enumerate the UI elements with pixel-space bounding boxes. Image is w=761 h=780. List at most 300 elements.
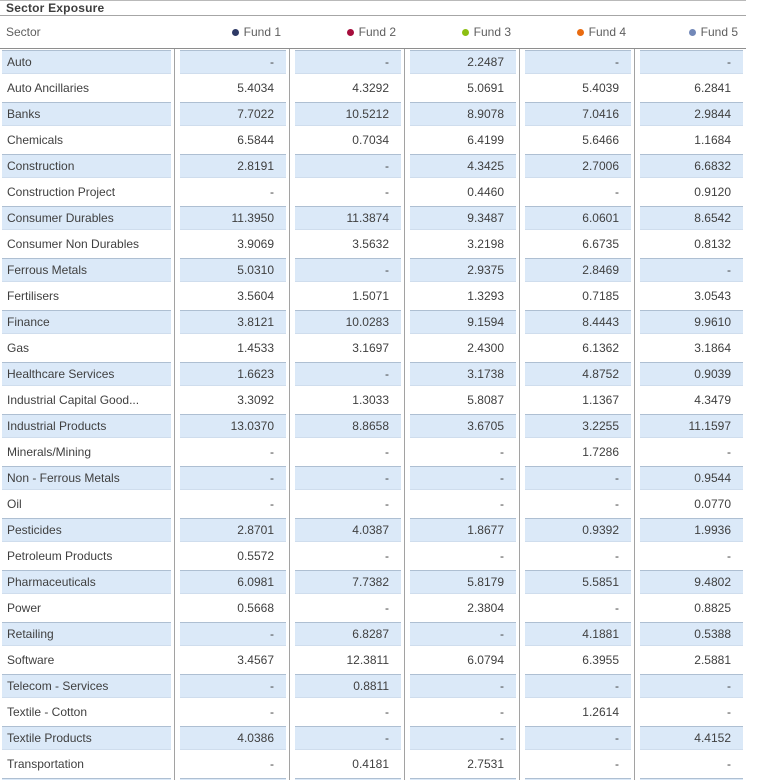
exposure-value: 13.0370	[180, 414, 286, 438]
value-cell	[174, 491, 289, 517]
value-cell	[404, 231, 519, 257]
fund-dot-icon	[347, 29, 354, 36]
value-cell	[174, 49, 289, 75]
value-cell	[519, 647, 634, 673]
value-cell	[289, 179, 404, 205]
exposure-value: 0.7034	[352, 133, 389, 147]
value-cell	[174, 75, 289, 101]
exposure-value: 5.0691	[467, 81, 504, 95]
sector-name: Industrial Products	[2, 414, 171, 438]
value-cell	[404, 101, 519, 127]
value-cell	[519, 309, 634, 335]
sector-cell	[0, 699, 174, 725]
exposure-value: 5.0310	[180, 258, 286, 282]
value-cell	[289, 621, 404, 647]
exposure-value: 4.3425	[410, 154, 516, 178]
value-cell	[404, 309, 519, 335]
fund-legend-item[interactable]	[404, 25, 519, 39]
exposure-value: 6.3955	[582, 653, 619, 667]
table-row	[0, 153, 746, 179]
exposure-value: 6.1362	[582, 341, 619, 355]
sector-name: Retailing	[2, 622, 171, 646]
exposure-value: 3.6705	[410, 414, 516, 438]
value-cell	[634, 205, 746, 231]
exposure-value: 1.3033	[352, 393, 389, 407]
value-cell	[289, 361, 404, 387]
value-cell	[404, 283, 519, 309]
exposure-value: -	[615, 497, 619, 511]
exposure-value: 2.8701	[180, 518, 286, 542]
value-cell	[634, 257, 746, 283]
value-cell	[289, 231, 404, 257]
table-row	[0, 569, 746, 595]
value-cell	[634, 413, 746, 439]
fund-label: Fund 5	[700, 25, 738, 39]
exposure-value: 3.3092	[237, 393, 274, 407]
exposure-value: 3.2255	[525, 414, 631, 438]
value-cell	[519, 491, 634, 517]
value-cell	[519, 335, 634, 361]
value-cell	[174, 465, 289, 491]
value-cell	[404, 543, 519, 569]
value-cell	[289, 205, 404, 231]
sector-name: Construction Project	[7, 185, 116, 199]
exposure-value: 6.5844	[237, 133, 274, 147]
sector-name: Finance	[2, 310, 171, 334]
value-cell	[174, 387, 289, 413]
value-cell	[174, 543, 289, 569]
exposure-value: -	[295, 258, 401, 282]
value-cell	[634, 543, 746, 569]
value-cell	[404, 179, 519, 205]
value-cell	[519, 569, 634, 595]
exposure-value: -	[180, 622, 286, 646]
sector-name: Telecom - Services	[2, 674, 171, 698]
exposure-value: -	[270, 705, 274, 719]
fund-legend-item[interactable]	[174, 25, 289, 39]
value-cell	[404, 699, 519, 725]
sector-name: Fertilisers	[7, 289, 60, 303]
table-row	[0, 361, 746, 387]
value-cell	[519, 153, 634, 179]
value-cell	[289, 49, 404, 75]
exposure-value: 5.8179	[410, 570, 516, 594]
value-cell	[519, 725, 634, 751]
sector-cell	[0, 595, 174, 621]
value-cell	[519, 283, 634, 309]
value-cell	[289, 387, 404, 413]
sector-cell	[0, 153, 174, 179]
exposure-value: 5.6466	[582, 133, 619, 147]
value-cell	[634, 153, 746, 179]
exposure-value: -	[270, 497, 274, 511]
exposure-value: 1.9936	[640, 518, 743, 542]
sector-cell	[0, 439, 174, 465]
value-cell	[519, 49, 634, 75]
value-cell	[634, 621, 746, 647]
value-cell	[174, 699, 289, 725]
exposure-value: -	[385, 705, 389, 719]
value-cell	[634, 387, 746, 413]
table-row	[0, 543, 746, 569]
exposure-value: 2.4300	[467, 341, 504, 355]
value-cell	[404, 257, 519, 283]
exposure-value: -	[295, 362, 401, 386]
exposure-value: 0.7185	[582, 289, 619, 303]
value-cell	[174, 413, 289, 439]
value-cell	[289, 491, 404, 517]
value-cell	[289, 439, 404, 465]
value-cell	[634, 231, 746, 257]
value-cell	[519, 231, 634, 257]
exposure-value: 11.1597	[640, 414, 743, 438]
exposure-value: 0.4181	[352, 757, 389, 771]
sector-name: Auto Ancillaries	[7, 81, 90, 95]
fund-dot-icon	[462, 29, 469, 36]
exposure-value: 6.6832	[640, 154, 743, 178]
exposure-value: -	[727, 445, 731, 459]
exposure-value: -	[615, 549, 619, 563]
table-row	[0, 283, 746, 309]
value-cell	[289, 673, 404, 699]
exposure-value: -	[640, 50, 743, 74]
exposure-value: -	[615, 601, 619, 615]
exposure-value: -	[295, 154, 401, 178]
sector-cell	[0, 387, 174, 413]
exposure-value: -	[295, 466, 401, 490]
exposure-value: -	[525, 50, 631, 74]
sector-cell	[0, 569, 174, 595]
value-cell	[404, 361, 519, 387]
exposure-value: -	[410, 622, 516, 646]
value-cell	[174, 647, 289, 673]
table-body	[0, 49, 746, 780]
value-cell	[519, 75, 634, 101]
value-cell	[289, 75, 404, 101]
sector-cell	[0, 49, 174, 75]
value-cell	[404, 569, 519, 595]
sector-name: Non - Ferrous Metals	[2, 466, 171, 490]
value-cell	[174, 595, 289, 621]
exposure-value: -	[525, 726, 631, 750]
exposure-value: 12.3811	[346, 653, 389, 667]
exposure-value: -	[385, 601, 389, 615]
exposure-value: 5.8087	[467, 393, 504, 407]
value-cell	[404, 725, 519, 751]
exposure-value: -	[270, 757, 274, 771]
table-row	[0, 595, 746, 621]
exposure-value: 6.8287	[295, 622, 401, 646]
exposure-value: -	[727, 705, 731, 719]
value-cell	[404, 49, 519, 75]
exposure-value: -	[500, 705, 504, 719]
sector-name: Oil	[7, 497, 22, 511]
sector-name: Banks	[2, 102, 171, 126]
value-cell	[519, 517, 634, 543]
sector-cell	[0, 465, 174, 491]
value-cell	[289, 335, 404, 361]
sector-cell	[0, 335, 174, 361]
sector-cell	[0, 621, 174, 647]
exposure-value: 0.9392	[525, 518, 631, 542]
exposure-value: 6.2841	[694, 81, 731, 95]
value-cell	[289, 309, 404, 335]
value-cell	[404, 439, 519, 465]
value-cell	[289, 725, 404, 751]
exposure-value: 11.3950	[180, 206, 286, 230]
value-cell	[519, 179, 634, 205]
table-row	[0, 647, 746, 673]
value-cell	[289, 751, 404, 777]
value-cell	[174, 153, 289, 179]
sector-name: Healthcare Services	[2, 362, 171, 386]
value-cell	[634, 699, 746, 725]
exposure-value: -	[385, 185, 389, 199]
value-cell	[634, 673, 746, 699]
exposure-value: 3.2198	[467, 237, 504, 251]
value-cell	[404, 465, 519, 491]
value-cell	[174, 517, 289, 543]
table-row	[0, 179, 746, 205]
value-cell	[404, 621, 519, 647]
exposure-value: 3.1738	[410, 362, 516, 386]
value-cell	[174, 205, 289, 231]
value-cell	[404, 127, 519, 153]
value-cell	[174, 101, 289, 127]
sector-cell	[0, 309, 174, 335]
sector-name: Textile - Cotton	[7, 705, 88, 719]
value-cell	[519, 751, 634, 777]
exposure-value: -	[180, 674, 286, 698]
fund-dot-icon	[689, 29, 696, 36]
value-cell	[634, 465, 746, 491]
sector-name: Petroleum Products	[7, 549, 113, 563]
value-cell	[174, 621, 289, 647]
fund-label: Fund 2	[358, 25, 396, 39]
table-row	[0, 699, 746, 725]
exposure-value: -	[385, 445, 389, 459]
exposure-value: -	[180, 466, 286, 490]
sector-cell	[0, 673, 174, 699]
fund-label: Fund 4	[588, 25, 626, 39]
value-cell	[634, 647, 746, 673]
exposure-value: 5.4034	[237, 81, 274, 95]
fund-dot-icon	[232, 29, 239, 36]
value-cell	[174, 179, 289, 205]
exposure-value: 11.3874	[295, 206, 401, 230]
value-cell	[289, 465, 404, 491]
exposure-value: -	[500, 497, 504, 511]
fund-legend-item[interactable]	[519, 25, 634, 39]
exposure-value: 2.7006	[525, 154, 631, 178]
value-cell	[519, 387, 634, 413]
exposure-value: 10.0283	[295, 310, 401, 334]
table-row	[0, 465, 746, 491]
value-cell	[404, 335, 519, 361]
exposure-value: 2.9375	[410, 258, 516, 282]
value-cell	[404, 413, 519, 439]
sector-name: Power	[7, 601, 42, 615]
exposure-value: -	[385, 549, 389, 563]
exposure-value: 1.1684	[694, 133, 731, 147]
sector-name: Ferrous Metals	[2, 258, 171, 282]
value-cell	[174, 439, 289, 465]
table-row	[0, 205, 746, 231]
exposure-value: 0.0770	[694, 497, 731, 511]
sector-cell	[0, 127, 174, 153]
page-title: Sector Exposure	[6, 1, 105, 15]
value-cell	[289, 647, 404, 673]
value-cell	[289, 101, 404, 127]
exposure-value: -	[295, 50, 401, 74]
exposure-value: 0.8825	[694, 601, 731, 615]
sector-name: Auto	[2, 50, 171, 74]
table-row	[0, 335, 746, 361]
sector-cell	[0, 205, 174, 231]
exposure-value: -	[500, 445, 504, 459]
exposure-value: 3.4567	[237, 653, 274, 667]
exposure-value: -	[295, 726, 401, 750]
table-row	[0, 387, 746, 413]
exposure-value: 1.4533	[237, 341, 274, 355]
exposure-value: 7.0416	[525, 102, 631, 126]
value-cell	[404, 153, 519, 179]
exposure-value: -	[270, 185, 274, 199]
sector-name: Minerals/Mining	[7, 445, 92, 459]
exposure-value: 0.9544	[640, 466, 743, 490]
exposure-value: -	[525, 674, 631, 698]
value-cell	[519, 413, 634, 439]
exposure-value: 4.0387	[295, 518, 401, 542]
value-cell	[634, 439, 746, 465]
exposure-value: 6.4199	[467, 133, 504, 147]
value-cell	[174, 361, 289, 387]
value-cell	[289, 127, 404, 153]
value-cell	[519, 205, 634, 231]
exposure-value: -	[525, 466, 631, 490]
table-row	[0, 439, 746, 465]
exposure-value: -	[615, 757, 619, 771]
exposure-value: 9.1594	[410, 310, 516, 334]
exposure-value: 8.9078	[410, 102, 516, 126]
exposure-value: 8.8658	[295, 414, 401, 438]
fund-dot-icon	[577, 29, 584, 36]
exposure-value: 0.4460	[467, 185, 504, 199]
fund-label: Fund 1	[243, 25, 281, 39]
table-row	[0, 517, 746, 543]
exposure-value: 5.4039	[582, 81, 619, 95]
exposure-value: 3.9069	[237, 237, 274, 251]
value-cell	[289, 543, 404, 569]
exposure-value: 4.8752	[525, 362, 631, 386]
value-cell	[174, 335, 289, 361]
exposure-value: 2.5881	[694, 653, 731, 667]
value-cell	[404, 673, 519, 699]
sector-cell	[0, 491, 174, 517]
exposure-value: 1.6623	[180, 362, 286, 386]
value-cell	[634, 75, 746, 101]
value-cell	[519, 595, 634, 621]
value-cell	[519, 439, 634, 465]
table-row	[0, 75, 746, 101]
value-cell	[404, 517, 519, 543]
value-cell	[174, 569, 289, 595]
value-cell	[519, 673, 634, 699]
value-cell	[174, 751, 289, 777]
exposure-value: 4.0386	[180, 726, 286, 750]
exposure-value: 9.4802	[640, 570, 743, 594]
exposure-value: 3.5604	[237, 289, 274, 303]
exposure-value: -	[615, 185, 619, 199]
sector-cell	[0, 751, 174, 777]
value-cell	[404, 751, 519, 777]
value-cell	[634, 517, 746, 543]
fund-legend-item[interactable]	[289, 25, 404, 39]
value-cell	[634, 335, 746, 361]
exposure-value: 6.6735	[582, 237, 619, 251]
table-row	[0, 49, 746, 75]
column-header-sector: Sector	[6, 25, 41, 39]
exposure-value: -	[410, 726, 516, 750]
exposure-value: 1.3293	[467, 289, 504, 303]
value-cell	[634, 751, 746, 777]
exposure-value: 0.5572	[237, 549, 274, 563]
table-row	[0, 231, 746, 257]
value-cell	[289, 153, 404, 179]
sector-name: Consumer Non Durables	[7, 237, 140, 251]
exposure-value: -	[727, 549, 731, 563]
sector-cell	[0, 517, 174, 543]
table-row	[0, 413, 746, 439]
exposure-value: 3.1864	[694, 341, 731, 355]
exposure-value: 3.8121	[180, 310, 286, 334]
exposure-value: 10.5212	[295, 102, 401, 126]
exposure-value: 7.7382	[295, 570, 401, 594]
value-cell	[289, 699, 404, 725]
value-cell	[519, 101, 634, 127]
value-cell	[174, 725, 289, 751]
table-row	[0, 621, 746, 647]
exposure-value: 3.5632	[352, 237, 389, 251]
value-cell	[634, 361, 746, 387]
sector-cell	[0, 413, 174, 439]
table-row	[0, 127, 746, 153]
exposure-value: 8.6542	[640, 206, 743, 230]
sector-cell	[0, 725, 174, 751]
exposure-value: -	[270, 445, 274, 459]
value-cell	[174, 127, 289, 153]
value-cell	[519, 465, 634, 491]
exposure-value: 1.7286	[582, 445, 619, 459]
exposure-value: 1.8677	[410, 518, 516, 542]
sector-name: Gas	[7, 341, 30, 355]
sector-cell	[0, 257, 174, 283]
exposure-value: -	[385, 497, 389, 511]
title-bar	[0, 0, 746, 16]
value-cell	[289, 595, 404, 621]
sector-cell	[0, 179, 174, 205]
exposure-value: 2.3804	[467, 601, 504, 615]
exposure-value: 0.8132	[694, 237, 731, 251]
sector-name: Industrial Capital Good...	[7, 393, 140, 407]
sector-name: Transportation	[7, 757, 84, 771]
value-cell	[404, 595, 519, 621]
value-cell	[634, 179, 746, 205]
fund-legend-item[interactable]	[634, 25, 746, 39]
exposure-value: 6.0601	[525, 206, 631, 230]
value-cell	[289, 257, 404, 283]
value-cell	[634, 49, 746, 75]
